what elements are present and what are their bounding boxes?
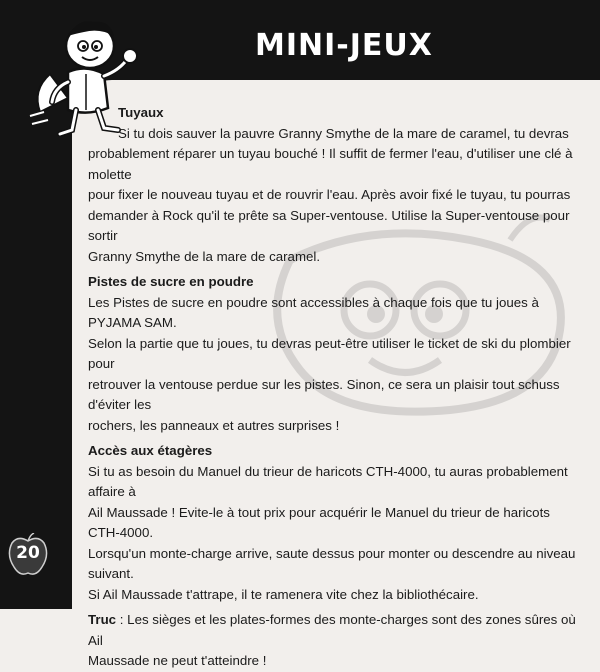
text-line: Si Ail Maussade t'attrape, il te ramenera vite chez la bibliothécaire. <box>88 586 479 602</box>
page-number: 20 <box>16 543 40 563</box>
tip-paragraph <box>88 610 580 651</box>
text-line: Si tu dois sauver la pauvre Granny Smythe de la mare de caramel, tu devras <box>118 125 569 141</box>
page-title: MINI-JEUX <box>255 28 433 63</box>
text-line: Si tu as besoin du Manuel du trieur de haricots CTH-4000, tu auras probablement affaire à <box>88 463 568 499</box>
section-heading-etageres: Accès aux étagères <box>88 443 213 458</box>
text-line: rochers, les panneaux et autres surprises ! <box>88 417 340 433</box>
text-line: pour fixer le nouveau tuyau et de rouvrir l'eau. Après avoir fixé le tuyau, tu pourras <box>88 187 571 202</box>
section-heading-pistes: Pistes de sucre en poudre <box>88 274 254 289</box>
text-line: Ail Maussade ! Evite-le à tout prix pour acquérir le Manuel du trieur de haricots CTH-4000. <box>88 504 550 540</box>
text-line: probablement réparer un tuyau bouché ! Il suffit de fermer l'eau, d'utiliser une clé à molette <box>88 146 573 182</box>
tip-text: : Les sièges et les plates-formes des monte-charges sont des zones sûres où Ail <box>88 612 576 648</box>
text-line: Selon la partie que tu joues, tu devras peut-être utiliser le ticket de ski du plombier pour <box>88 335 571 371</box>
text-line: retrouver la ventouse perdue sur les pistes. Sinon, ce sera un plaisir tout schuss d'éviter les <box>88 376 560 412</box>
text-line: Maussade ne peut t'atteindre ! <box>88 653 267 668</box>
section-heading-tuyaux: Tuyaux <box>118 105 164 120</box>
text-line: demander à Rock qu'il te prête sa Super-ventouse. Utilise la Super-ventouse pour sortir <box>88 207 570 243</box>
content-area <box>88 103 580 672</box>
text-line: Lorsqu'un monte-charge arrive, saute dessus pour monter ou descendre au niveau suivant. <box>88 545 576 581</box>
text-line: Les Pistes de sucre en poudre sont accessibles à chaque fois que tu joues à PYJAMA SAM. <box>88 294 539 330</box>
tip-label: Truc <box>88 612 117 627</box>
text-line: Granny Smythe de la mare de caramel. <box>88 248 321 264</box>
